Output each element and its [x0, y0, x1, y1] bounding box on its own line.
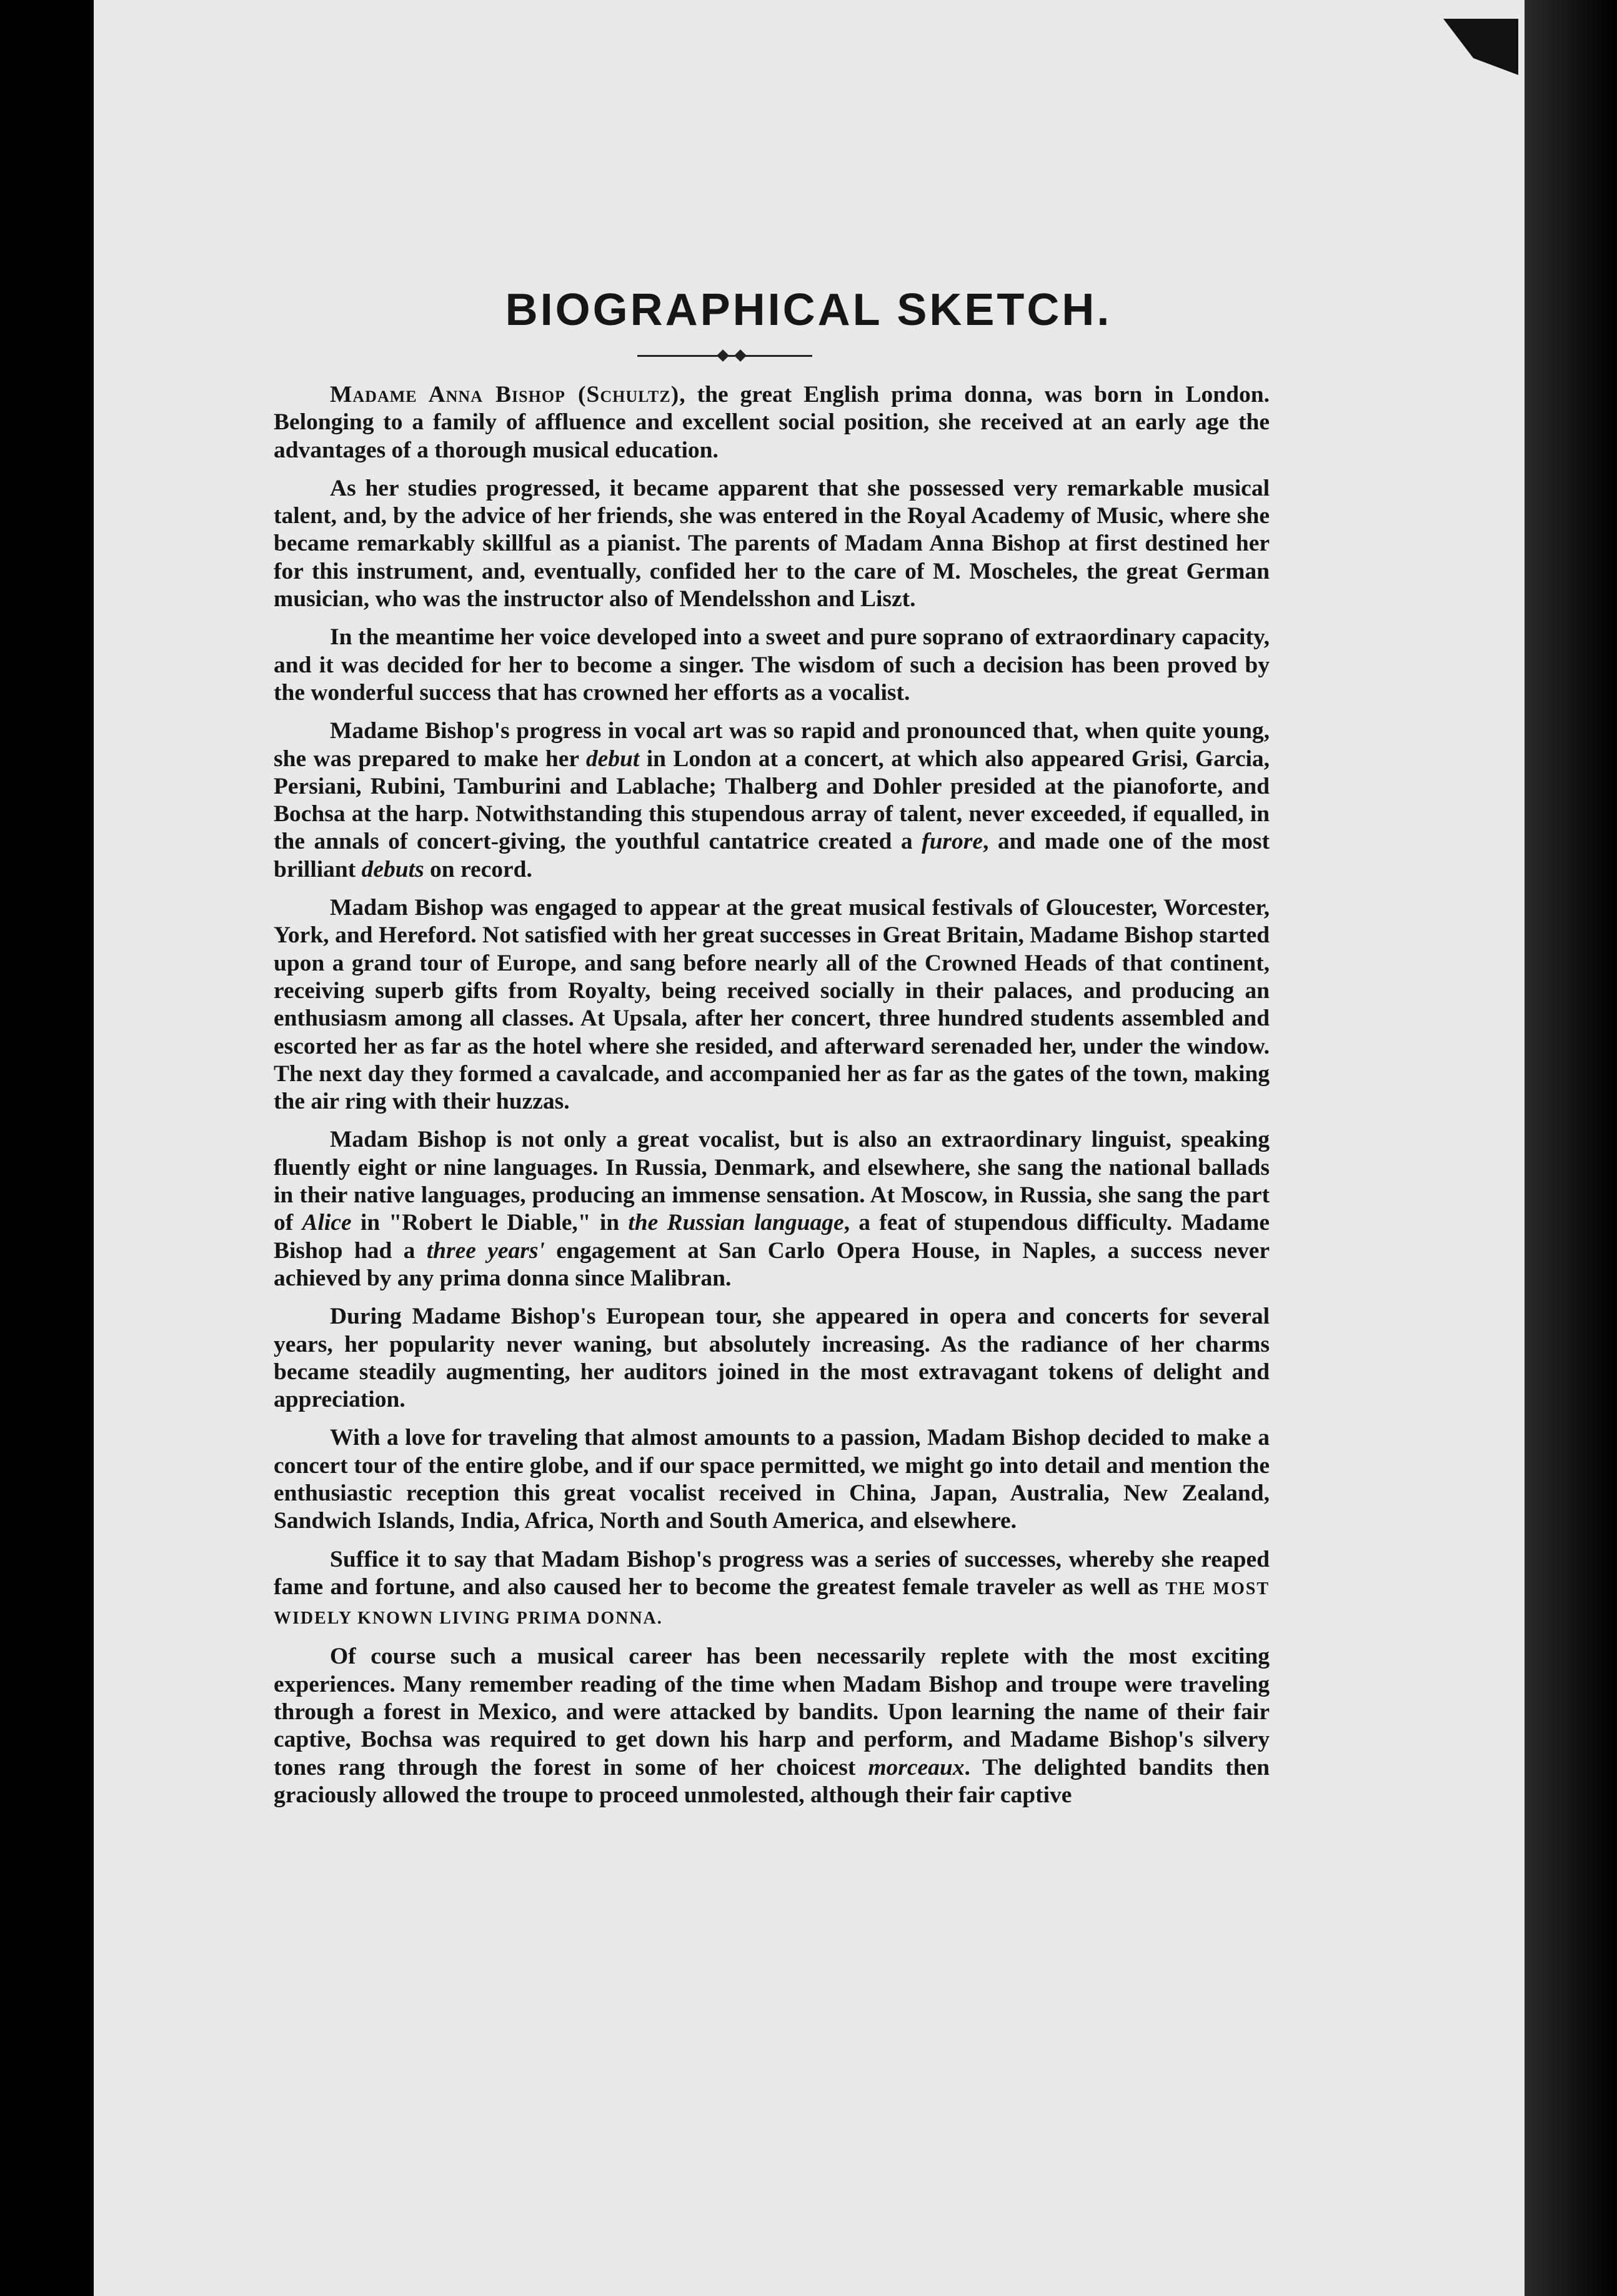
paragraph-text: on record. [424, 856, 532, 882]
emphasis: debuts [361, 856, 424, 882]
paragraph-text: Of course such a musical career has been necessarily replete with the most exciting experiences. Many remember reading of the time when Madam Bishop and troupe were traveling through a forest in Mexico, and were attacked by bandits. Upon learning the name of their fair captive, Bochsa was required to get down his harp and perform, and Madame Bishop's silvery tones rang through the forest in some of her choicest [274, 1644, 1270, 1780]
emphasis: debut [585, 746, 640, 772]
emphasis: morceaux [868, 1754, 965, 1780]
paragraph-10 [274, 1643, 1270, 1809]
paragraph-5: Madam Bishop was engaged to appear at the great musical festivals of Gloucester, Worcester, York, and Hereford. Not satisfied with her great successes in Great Britain, Madame Bishop started upon a grand tour of Europe, and sang before nearly all of the Crowned Heads of that continent, receiving superb gifts from Royalty, being received socially in their palaces, and producing an enthusiasm among all classes. At Upsala, after her concert, three hundred students assembled and escorted her as far as the hotel where she resided, and afterward serenaded her, under the window. The next day they formed a cavalcade, and accompanied her as far as the gates of the town, making the air ring with their huzzas. [274, 895, 1270, 1115]
page-title: BIOGRAPHICAL SKETCH. [505, 285, 1112, 335]
paragraph-1 [274, 381, 1270, 464]
paragraph-text: , a feat of stupendous difficulty. Madame Bishop had a [274, 1210, 1270, 1264]
page-edge-shadow [1525, 0, 1617, 2296]
paragraph-2: As her studies progressed, it became apparent that she possessed very remarkable musical talent, and, by the advice of her friends, she was entered in the Royal Academy of Music, where she became remarkably skillful as a pianist. The parents of Madam Anna Bishop at first destined her for this instrument, and, eventually, confided her to the care of M. Moscheles, the great German musician, who was the instructor also of Mendelsshon and Liszt. [274, 475, 1270, 612]
subject-alias: (Schultz) [565, 382, 680, 407]
paragraph-text: in London at a concert, at which also appeared Grisi, Garcia, Persiani, Rubini, Tamburini and Lablache; Thalberg and Dohler presided at the pianoforte, and Bochsa at the harp. Notwithstanding this stupendous array of talent, never exceeded, if equalled, in the annals of concert-giving, the youthful cantatrice created a [274, 746, 1270, 855]
paragraph-9 [274, 1546, 1270, 1633]
emphasis: furore [922, 829, 983, 855]
paragraph-text: Madam Bishop is not only a great vocalist, but is also an extraordinary linguist, speaking fluently eight or nine languages. In Russia, Denmark, and elsewhere, she sang the national ballads in their native languages, producing an immense sensation. At Moscow, in Russia, she sang the part of [274, 1127, 1270, 1236]
paragraph-7: During Madame Bishop's European tour, she appeared in opera and concerts for several years, her popularity never waning, but absolutely increasing. As the radiance of her charms became steadily augmenting, her auditors joined in the most extravagant tokens of delight and appreciation. [274, 1304, 1270, 1413]
paragraph-text: Suffice it to say that Madam Bishop's progress was a series of successes, whereby she reaped fame and fortune, and also caused her to become the greatest female traveler as well as [274, 1546, 1270, 1600]
article-body [274, 381, 1270, 1820]
paragraph-6 [274, 1126, 1270, 1292]
paragraph-text: , the great English prima donna, was born in London. Belonging to a family of affluence and excellent social position, she received at an early age the advantages of a thorough musical education. [274, 382, 1270, 463]
paragraph-3: In the meantime her voice developed into a sweet and pure soprano of extraordinary capacity, and it was decided for her to become a singer. The wisdom of such a decision has been proved by the wonderful success that has crowned her efforts as a vocalist. [274, 624, 1270, 706]
paragraph-8: With a love for traveling that almost amounts to a passion, Madam Bishop decided to make a concert tour of the entire globe, and if our space permitted, we might go into detail and mention the enthusiastic reception this great vocalist received in China, Japan, Australia, New Zealand, Sandwich Islands, India, Africa, North and South America, and elsewhere. [274, 1425, 1270, 1534]
paragraph-text: Madame Bishop's progress in vocal art was so rapid and pronounced that, when quite young, she was prepared to make her [274, 718, 1270, 772]
paragraph-text: . The delighted bandits then graciously allowed the troupe to proceed unmolested, although their fair captive [274, 1754, 1270, 1808]
emphasis: the Russian language [628, 1210, 844, 1236]
emphasis: Alice [302, 1210, 352, 1236]
emphasis-caps: THE MOST WIDELY KNOWN LIVING PRIMA DONNA. [274, 1579, 1270, 1629]
paragraph-4 [274, 717, 1270, 884]
subject-name: Madame Anna Bishop [330, 382, 565, 407]
emphasis: three years' [426, 1237, 545, 1264]
paragraph-text: engagement at San Carlo Opera House, in Naples, a success never achieved by any prima donna since Malibran. [274, 1237, 1270, 1291]
paragraph-text: in "Robert le Diable," in [351, 1210, 629, 1236]
paragraph-text: , and made one of the most brilliant [274, 829, 1270, 882]
